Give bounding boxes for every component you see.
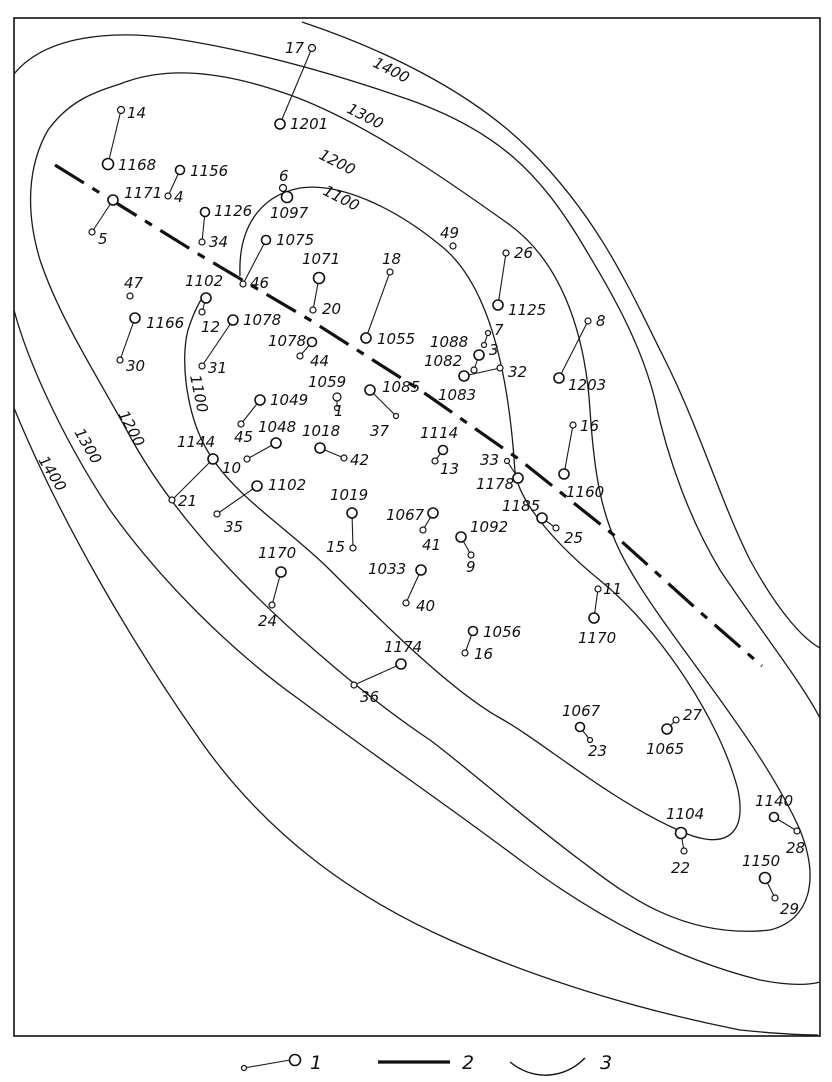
well-marker	[130, 313, 140, 323]
contour-label-1100-top: 1100	[320, 181, 363, 215]
well-marker	[201, 293, 211, 303]
well-marker	[252, 481, 262, 491]
well-number: 7	[494, 321, 504, 339]
legend-contour-line	[510, 1058, 585, 1075]
well-top: 1078	[243, 311, 282, 329]
well-marker	[309, 45, 316, 52]
well-marker	[456, 532, 466, 542]
well-number: 11	[603, 580, 623, 598]
well-marker	[770, 813, 779, 822]
well-number: 20	[322, 300, 342, 318]
well-number: 37	[370, 422, 390, 440]
well-marker	[199, 363, 205, 369]
well-marker	[169, 497, 175, 503]
well-top: 1150	[742, 852, 781, 870]
well-marker	[673, 717, 679, 723]
well-marker	[459, 371, 469, 381]
well-top: 1067	[562, 702, 601, 720]
well-top: 1097	[270, 204, 309, 222]
well-marker	[428, 508, 438, 518]
well-marker	[347, 508, 357, 518]
well-marker	[214, 511, 220, 517]
well-marker	[238, 421, 244, 427]
well-marker	[585, 318, 591, 324]
well-marker	[240, 281, 246, 287]
well-number: 22	[671, 859, 691, 877]
well-number: 16	[474, 645, 494, 663]
well-marker	[553, 525, 559, 531]
well-marker	[450, 243, 456, 249]
well-marker	[474, 350, 484, 360]
well-marker	[89, 229, 95, 235]
well-number: 13	[440, 460, 460, 478]
well-marker	[471, 367, 477, 373]
well-marker	[439, 446, 448, 455]
well-top: 1144	[177, 433, 216, 451]
well-number: 27	[683, 706, 703, 724]
well-top: 1185	[502, 497, 541, 515]
well-number: 1	[334, 402, 344, 420]
well-number: 21	[178, 492, 198, 510]
well-number: 3	[489, 341, 499, 359]
well-marker	[314, 273, 325, 284]
well-marker	[416, 565, 426, 575]
well-marker	[201, 208, 210, 217]
well-number: 33	[480, 451, 500, 469]
well-marker	[308, 338, 317, 347]
well-marker	[595, 586, 601, 592]
well-top: 1088	[430, 333, 469, 351]
legend-well-small-icon	[242, 1066, 247, 1071]
well-marker	[271, 438, 281, 448]
well-number: 5	[98, 230, 108, 248]
well-number: 25	[564, 529, 584, 547]
well-marker	[103, 159, 114, 170]
well-number: 32	[508, 363, 528, 381]
well-number: 46	[250, 274, 270, 292]
well-marker	[503, 250, 509, 256]
well-top: 1156	[190, 162, 229, 180]
well-number: 8	[596, 312, 606, 330]
well-marker	[394, 414, 399, 419]
well-marker	[244, 456, 250, 462]
well-marker	[269, 602, 275, 608]
well-marker	[482, 343, 487, 348]
well-marker	[350, 545, 356, 551]
well-top: 1102	[268, 476, 307, 494]
well-number: 12	[201, 318, 221, 336]
well-marker	[505, 459, 510, 464]
well-top: 1203	[568, 376, 607, 394]
well-number: 29	[780, 900, 800, 918]
contour-label-1400-top: 1400	[370, 53, 413, 87]
well-marker	[127, 293, 133, 299]
well-top: 1178	[476, 475, 515, 493]
well-number: 14	[127, 104, 147, 122]
well-top: 1140	[755, 792, 794, 810]
legend-number-1: 1	[310, 1052, 323, 1074]
well-top: 1085	[382, 378, 421, 396]
well-top: 1170	[258, 544, 297, 562]
well-number: 42	[350, 451, 370, 469]
legend-item-fault	[378, 1052, 474, 1074]
well-marker	[117, 357, 123, 363]
fault-line	[55, 165, 762, 666]
well-marker	[662, 724, 672, 734]
well-number: 26	[514, 244, 534, 262]
well-top: 1114	[420, 424, 459, 442]
well-marker	[469, 627, 478, 636]
contour-label-1400-left: 1400	[34, 452, 71, 495]
well-top: 1201	[290, 115, 329, 133]
well-marker	[118, 107, 125, 114]
well-marker	[199, 239, 205, 245]
legend-number-2: 2	[462, 1052, 475, 1074]
legend	[242, 1052, 613, 1075]
well-top: 1126	[214, 202, 253, 220]
well-top: 1019	[330, 486, 369, 504]
well-marker	[275, 119, 285, 129]
legend-item-contour	[510, 1052, 612, 1075]
well-marker	[676, 828, 687, 839]
well-top: 1092	[470, 518, 509, 536]
well-top: 1055	[377, 330, 416, 348]
well-marker	[420, 527, 426, 533]
well-number: 30	[126, 357, 146, 375]
well-top: 1056	[483, 623, 522, 641]
well-top: 1082	[424, 352, 463, 370]
well-marker	[255, 395, 265, 405]
well-marker	[513, 473, 523, 483]
well-top: 1170	[578, 629, 617, 647]
well-marker	[772, 895, 778, 901]
well-top: 1067	[386, 506, 425, 524]
well-number: 36	[360, 688, 380, 706]
well-number: 35	[224, 518, 244, 536]
well-marker	[315, 443, 325, 453]
wells-layer	[89, 39, 805, 918]
contour-label-1200-top: 1200	[316, 145, 359, 179]
well-number: 16	[580, 417, 600, 435]
well-marker	[387, 269, 393, 275]
well-marker	[760, 873, 771, 884]
well-marker	[280, 185, 287, 192]
legend-well-big-icon	[290, 1055, 301, 1066]
well-marker	[681, 848, 687, 854]
well-marker	[228, 315, 238, 325]
well-marker	[297, 353, 303, 359]
well-top: 1059	[308, 373, 347, 391]
well-top: 1174	[384, 638, 423, 656]
well-marker	[361, 333, 371, 343]
well-marker	[341, 455, 347, 461]
well-number: 9	[466, 558, 476, 576]
well-marker	[403, 600, 409, 606]
well-marker	[794, 828, 800, 834]
well-marker	[493, 300, 503, 310]
well-marker	[396, 659, 406, 669]
well-top: 1049	[270, 391, 309, 409]
well-marker	[554, 373, 564, 383]
well-top: 1104	[666, 805, 705, 823]
well-marker	[570, 422, 576, 428]
well-number: 6	[279, 167, 289, 185]
well-top: 1018	[302, 422, 341, 440]
well-marker	[199, 309, 205, 315]
well-number: 40	[416, 597, 436, 615]
well-number: 28	[786, 839, 806, 857]
well-marker	[208, 454, 218, 464]
well-marker	[576, 723, 585, 732]
well-number: 10	[222, 459, 242, 477]
well-number: 44	[310, 352, 330, 370]
well-marker	[365, 385, 375, 395]
well-top: 1048	[258, 418, 297, 436]
well-marker	[176, 166, 185, 175]
well-marker	[497, 365, 503, 371]
well-marker	[462, 650, 468, 656]
well-top: 1075	[276, 231, 315, 249]
well-marker	[262, 236, 271, 245]
well-top: 1168	[118, 156, 157, 174]
well-number: 23	[588, 742, 608, 760]
well-number: 45	[234, 428, 254, 446]
well-number: 31	[208, 359, 228, 377]
well-marker	[589, 613, 599, 623]
well-marker	[333, 393, 341, 401]
well-number: 34	[209, 233, 229, 251]
well-number: 18	[382, 250, 402, 268]
well-top: 1171	[124, 184, 163, 202]
well-top: 1078	[268, 332, 307, 350]
well-top: 1125	[508, 301, 547, 319]
well-marker	[276, 567, 286, 577]
well-top: 1033	[368, 560, 407, 578]
well-marker	[282, 192, 293, 203]
well-number: 15	[326, 538, 346, 556]
well-marker	[559, 469, 569, 479]
well-number: 4	[174, 188, 184, 206]
well-top: 1083	[438, 386, 477, 404]
well-number: 41	[422, 536, 442, 554]
well-marker	[486, 331, 491, 336]
well-number: 47	[124, 274, 144, 292]
legend-item-well	[242, 1052, 323, 1074]
well-marker	[432, 458, 438, 464]
well-marker	[165, 193, 171, 199]
well-top: 1160	[566, 483, 605, 501]
well-marker	[310, 307, 316, 313]
legend-number-3: 3	[600, 1052, 613, 1074]
well-number: 49	[440, 224, 460, 242]
well-marker	[351, 682, 357, 688]
well-top: 1065	[646, 740, 685, 758]
contour-label-1300-left: 1300	[70, 425, 106, 468]
contour-label-1300-top: 1300	[344, 99, 387, 133]
contour-label-1200-left: 1200	[114, 407, 149, 450]
well-number: 17	[285, 39, 305, 57]
well-top: 1071	[302, 250, 341, 268]
well-marker	[108, 195, 118, 205]
well-top: 1166	[146, 314, 185, 332]
well-top: 1102	[185, 272, 224, 290]
well-number: 24	[258, 612, 278, 630]
contour-label-1100-left: 1100	[186, 373, 212, 415]
